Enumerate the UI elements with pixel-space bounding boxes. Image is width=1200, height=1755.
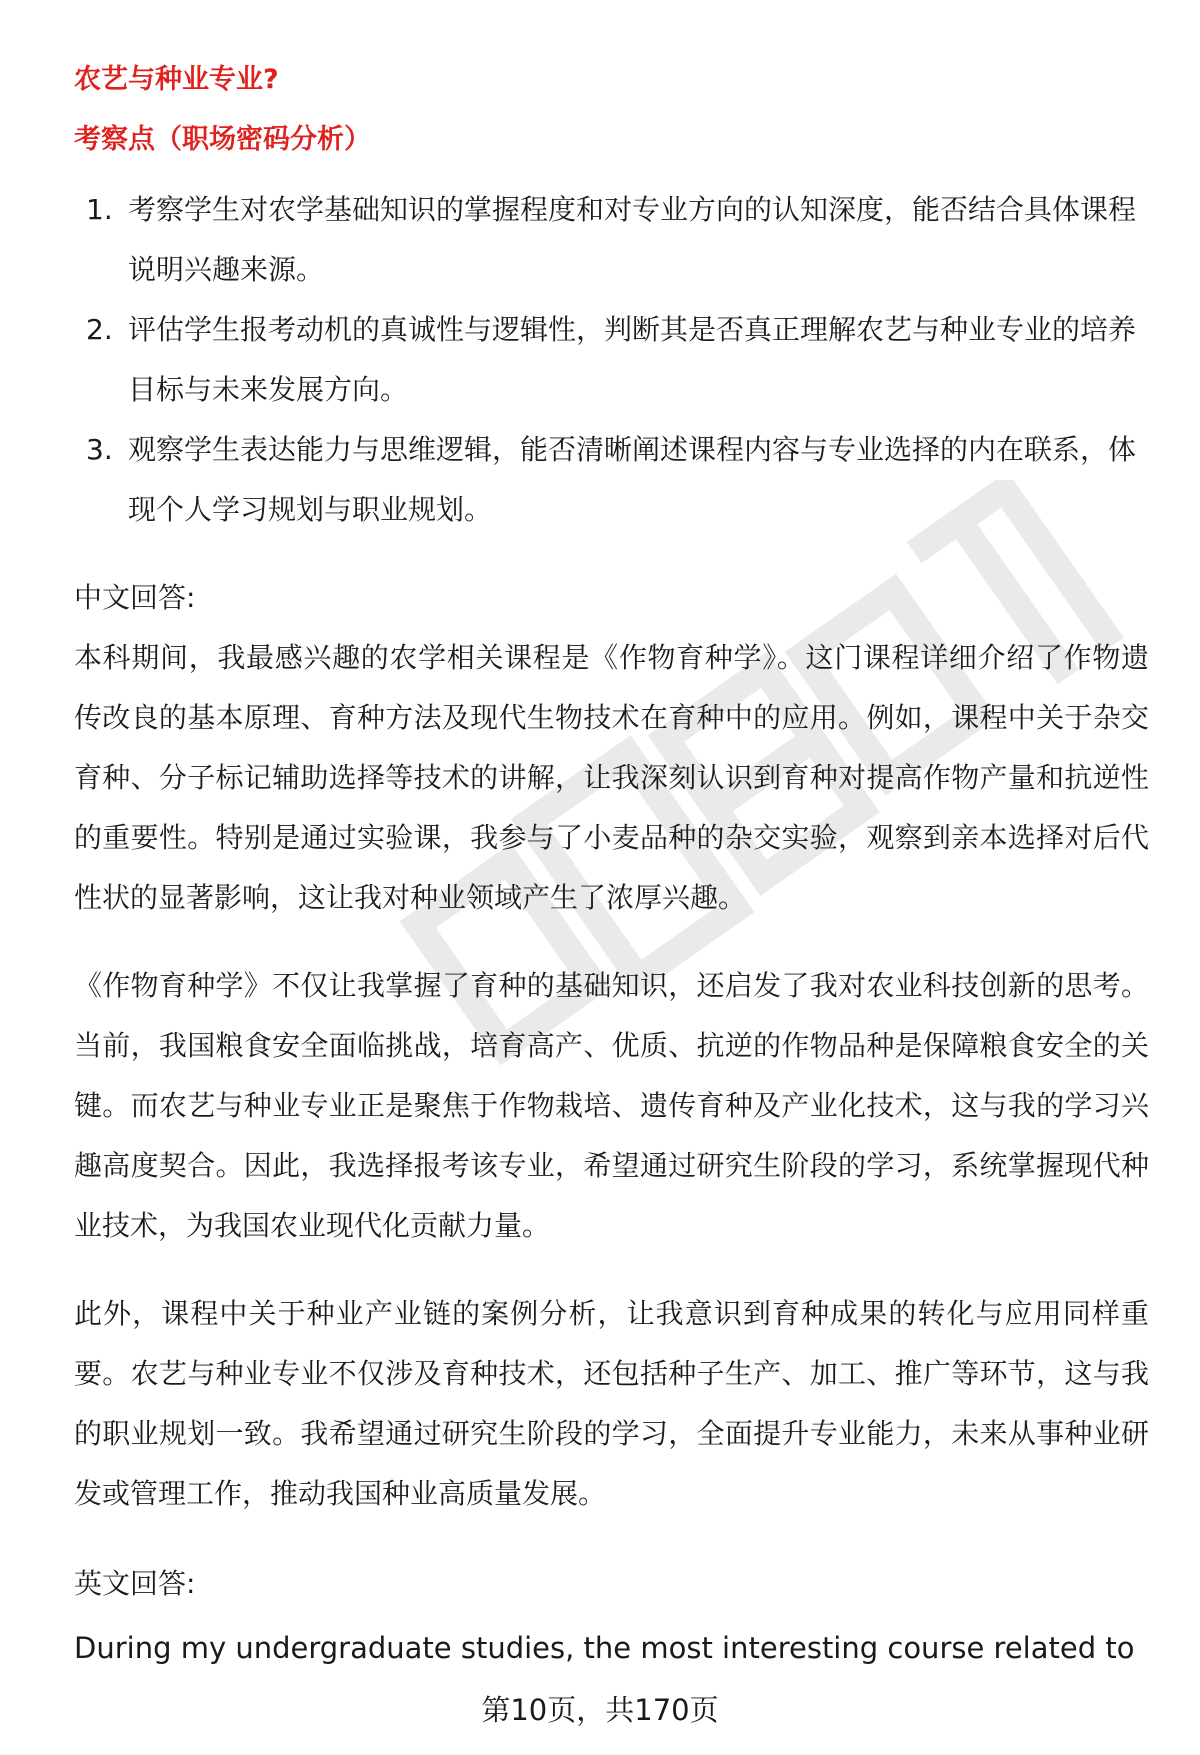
chinese-paragraph: 《作物育种学》不仅让我掌握了育种的基础知识，还启发了我对农业科技创新的思考。当前，我国粮食安全面临挑战，培育高产、优质、抗逆的作物品种是保障粮食安全的关键。而农艺与种业专业正是聚焦于作物栽培、遗传育种及产业化技术，这与我的学习兴趣高度契合。因此，我选择报考该专业，希望通过研究生阶段的学习，系统掌握现代种业技术，为我国农业现代化贡献力量。 — [74, 969, 1149, 1242]
list-item-number: 3. — [86, 433, 113, 466]
list-item — [74, 180, 1149, 300]
list-item-number: 2. — [86, 313, 113, 346]
list-item — [74, 420, 1149, 540]
list-item-text: 观察学生表达能力与思维逻辑，能否清晰阐述课程内容与专业选择的内在联系，体现个人学习规划与职业规划。 — [128, 433, 1137, 526]
list-item-text: 考察学生对农学基础知识的掌握程度和对专业方向的认知深度，能否结合具体课程说明兴趣来源。 — [128, 193, 1137, 286]
assessment-points-list — [74, 180, 1149, 540]
list-item-text: 评估学生报考动机的真诚性与逻辑性，判断其是否真正理解农艺与种业专业的培养目标与未来发展方向。 — [128, 313, 1137, 406]
question-heading: 农艺与种业专业? — [74, 64, 279, 95]
chinese-answer-label: 中文回答: — [74, 581, 196, 614]
chinese-paragraph: 本科期间，我最感兴趣的农学相关课程是《作物育种学》。这门课程详细介绍了作物遗传改良的基本原理、育种方法及现代生物技术在育种中的应用。例如，课程中关于杂交育种、分子标记辅助选择等技术的讲解，让我深刻认识到育种对提高作物产量和抗逆性的重要性。特别是通过实验课，我参与了小麦品种的杂交实验，观察到亲本选择对后代性状的显著影响，这让我对种业领域产生了浓厚兴趣。 — [74, 641, 1149, 914]
document-page — [74, 58, 1149, 1678]
english-answer-label: 英文回答: — [74, 1567, 196, 1600]
page-number-footer: 第10页，共170页 — [481, 1693, 719, 1727]
list-item-number: 1. — [86, 193, 113, 226]
list-item — [74, 300, 1149, 420]
chinese-paragraph: 此外，课程中关于种业产业链的案例分析，让我意识到育种成果的转化与应用同样重要。农艺与种业专业不仅涉及育种技术，还包括种子生产、加工、推广等环节，这与我的职业规划一致。我希望通过研究生阶段的学习，全面提升专业能力，未来从事种业研发或管理工作，推动我国种业高质量发展。 — [74, 1297, 1149, 1510]
english-paragraph: During my undergraduate studies, the most interesting course related to — [74, 1631, 1135, 1665]
section-title: 考察点（职场密码分析） — [74, 124, 371, 155]
